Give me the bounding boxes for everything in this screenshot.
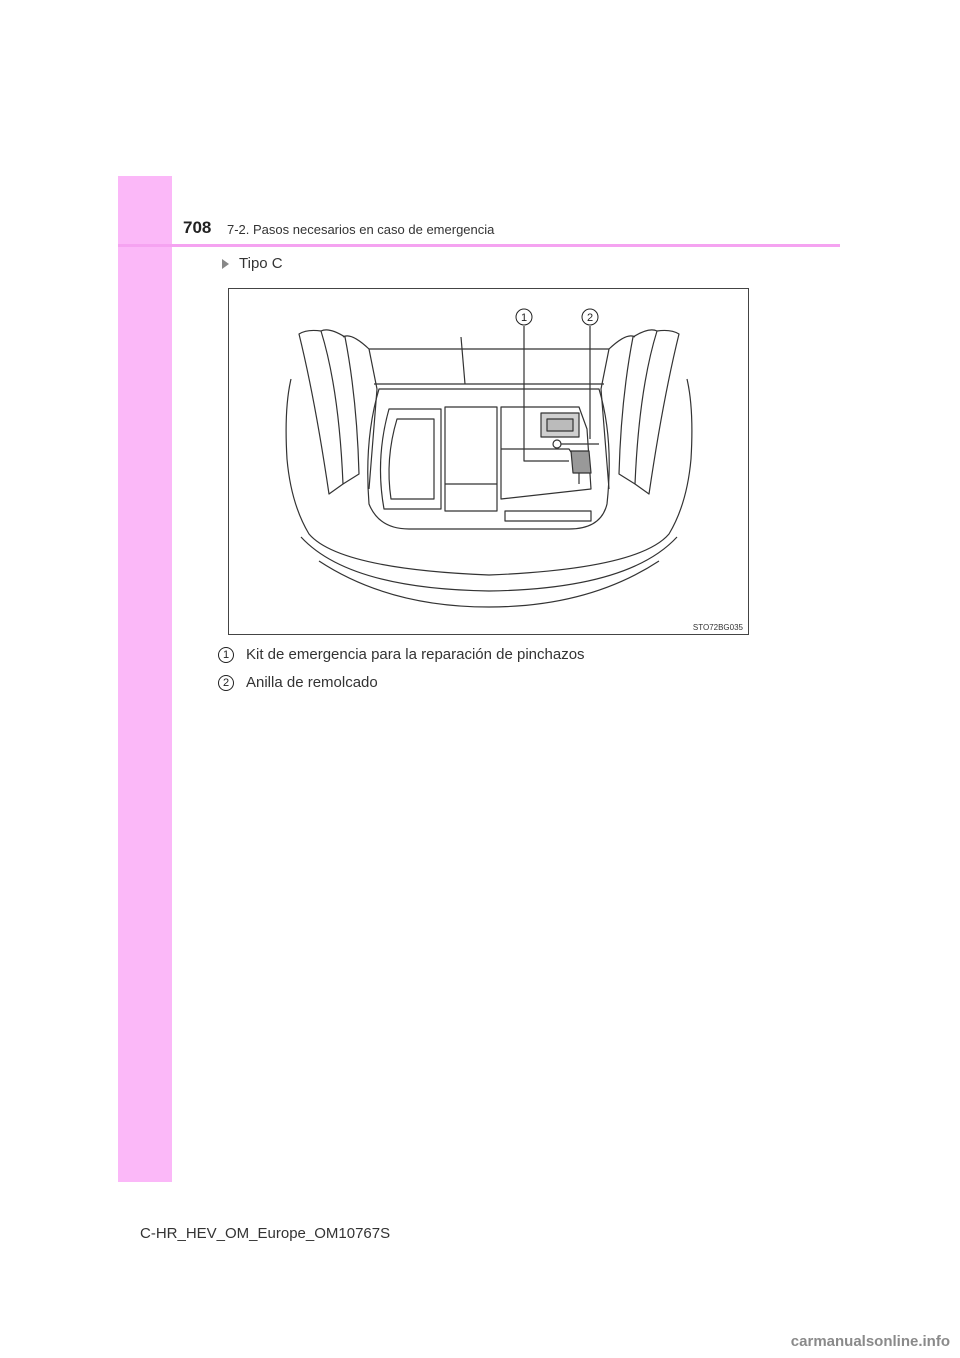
legend-number: 2 <box>218 675 234 691</box>
watermark: carmanualsonline.info <box>790 1333 950 1350</box>
side-color-band <box>118 176 172 1182</box>
figure-code: STO72BG035 <box>692 623 743 632</box>
bullet-arrow-icon <box>222 259 229 269</box>
legend-number: 1 <box>218 647 234 663</box>
section-title: 7-2. Pasos necesarios en caso de emergencia <box>227 222 495 237</box>
callout-2: 2 <box>586 312 594 324</box>
car-trunk-illustration <box>229 289 748 634</box>
legend-item <box>218 646 585 663</box>
callout-1: 1 <box>520 312 528 324</box>
luggage-compartment-figure <box>228 288 749 635</box>
variant-label: Tipo C <box>239 255 283 272</box>
page-number: 708 <box>183 218 212 237</box>
legend-text: Kit de emergencia para la reparación de pinchazos <box>246 646 585 663</box>
legend-item <box>218 674 378 691</box>
variant-heading <box>222 255 283 272</box>
document-id: C-HR_HEV_OM_Europe_OM10767S <box>140 1225 391 1242</box>
header-rule <box>118 244 840 247</box>
figure-callouts <box>516 309 598 325</box>
legend-text: Anilla de remolcado <box>246 674 378 691</box>
